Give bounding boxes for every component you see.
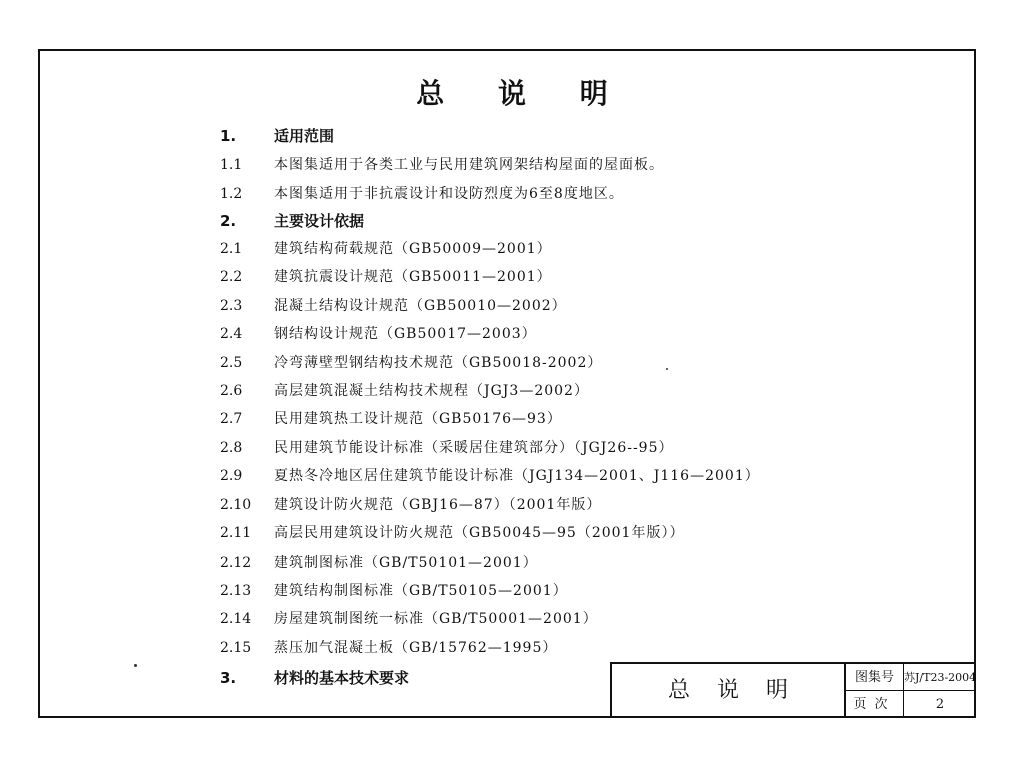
section-item	[220, 294, 567, 318]
section-number: 2.4	[220, 326, 243, 342]
section-number: 2.2	[220, 269, 243, 285]
section-number: 2.9	[220, 468, 243, 484]
section-text: 建筑制图标准（GB/T50101—2001）	[274, 555, 538, 571]
section-number: 2.6	[220, 383, 243, 399]
section-heading	[220, 124, 334, 148]
page-title-char: 总	[416, 77, 445, 110]
section-text: 高层建筑混凝土结构技术规程（JGJ3—2002）	[274, 383, 589, 399]
section-number: 2.10	[220, 497, 252, 513]
section-item	[220, 322, 537, 346]
section-text: 建筑结构荷载规范（GB50009—2001）	[274, 241, 552, 257]
section-item	[220, 182, 624, 206]
section-text: 适用范围	[274, 127, 335, 145]
section-number: 2.15	[220, 640, 252, 656]
section-number: 2.3	[220, 298, 243, 314]
section-number: 1.1	[220, 157, 243, 173]
section-text: 本图集适用于非抗震设计和设防烈度为6至8度地区。	[274, 186, 624, 202]
section-number: 1.2	[220, 186, 243, 202]
section-heading	[220, 209, 364, 233]
section-number: 1.	[220, 127, 237, 145]
section-text: 混凝土结构设计规范（GB50010—2002）	[274, 298, 567, 314]
section-number: 2.14	[220, 611, 252, 627]
section-number: 2.5	[220, 355, 243, 371]
section-item	[220, 636, 557, 660]
section-item	[220, 153, 664, 177]
section-number: 2.1	[220, 241, 243, 257]
scan-speck	[134, 664, 137, 667]
section-item	[220, 237, 552, 261]
title-block-title-char: 总	[667, 678, 690, 703]
section-number: 2.7	[220, 411, 243, 427]
section-number: 2.8	[220, 440, 243, 456]
section-number: 2.13	[220, 583, 252, 599]
section-number: 3.	[220, 669, 237, 687]
section-item	[220, 579, 568, 603]
section-item	[220, 521, 684, 545]
title-block	[610, 662, 976, 718]
section-item	[220, 407, 562, 431]
atlas-number-value: 苏J/T23-2004	[904, 664, 976, 691]
section-item	[220, 436, 674, 460]
section-heading	[220, 666, 409, 690]
page-title-char: 明	[579, 77, 608, 110]
section-item	[220, 265, 552, 289]
section-number: 2.11	[220, 525, 252, 541]
section-item	[220, 493, 601, 517]
section-item	[220, 351, 602, 375]
section-text: 主要设计依据	[274, 212, 365, 230]
section-text: 钢结构设计规范（GB50017—2003）	[274, 326, 537, 342]
section-text: 房屋建筑制图统一标准（GB/T50001—2001）	[274, 611, 598, 627]
section-text: 高层民用建筑设计防火规范（GB50045—95（2001年版））	[274, 525, 685, 541]
title-block-title-char: 说	[716, 678, 739, 703]
section-item	[220, 551, 538, 575]
section-number: 2.	[220, 212, 237, 230]
section-text: 民用建筑节能设计标准（采暖居住建筑部分）（JGJ26--95）	[274, 440, 674, 456]
atlas-number-label: 图集号	[846, 664, 904, 691]
title-block-title-char: 明	[766, 678, 789, 703]
section-text: 建筑设计防火规范（GBJ16—87）（2001年版）	[274, 497, 602, 513]
section-text: 建筑抗震设计规范（GB50011—2001）	[274, 269, 552, 285]
section-item	[220, 379, 589, 403]
title-block-title	[612, 664, 846, 718]
section-text: 本图集适用于各类工业与民用建筑网架结构屋面的屋面板。	[274, 157, 664, 173]
section-text: 民用建筑热工设计规范（GB50176—93）	[274, 411, 562, 427]
section-text: 夏热冬冷地区居住建筑节能设计标准（JGJ134—2001、J116—2001）	[274, 468, 760, 484]
section-text: 材料的基本技术要求	[274, 669, 410, 687]
page-number-value: 2	[935, 697, 945, 712]
section-text: 建筑结构制图标准（GB/T50105—2001）	[274, 583, 568, 599]
section-text: 蒸压加气混凝土板（GB/15762—1995）	[274, 640, 558, 656]
page-number-label: 页次	[846, 691, 904, 718]
section-text: 冷弯薄壁型钢结构技术规范（GB50018-2002）	[274, 355, 603, 371]
section-number: 2.12	[220, 555, 252, 571]
page-title-char: 说	[497, 77, 526, 110]
page-title	[0, 72, 1024, 112]
section-item	[220, 607, 598, 631]
scan-speck	[666, 368, 668, 370]
section-item	[220, 464, 760, 488]
